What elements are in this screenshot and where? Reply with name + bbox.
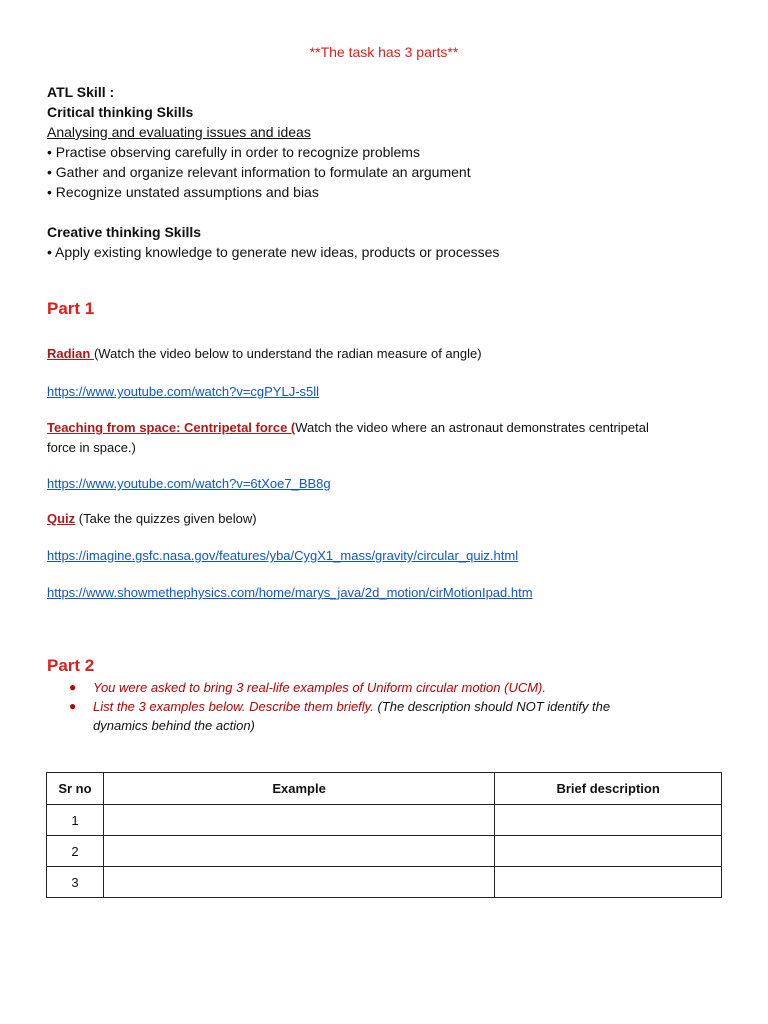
col-header-brief-description: Brief description (495, 773, 722, 805)
atl-skills-section (47, 82, 499, 262)
quiz-line (47, 509, 257, 529)
radian-video-link[interactable]: https://www.youtube.com/watch?v=cgPYLJ-s5ll (47, 384, 320, 399)
table-header-row (47, 773, 722, 805)
quiz-link-1-line (47, 545, 518, 566)
description-cell[interactable] (495, 805, 722, 836)
critical-bullet: • Practise observing carefully in order to recognize problems (47, 144, 420, 160)
part2-bullet-2 (47, 697, 727, 735)
table-row (47, 805, 722, 836)
atl-title: ATL Skill : (47, 84, 115, 100)
example-cell[interactable] (103, 836, 494, 867)
creative-thinking-title: Creative thinking Skills (47, 224, 202, 240)
quiz-link-2-line (47, 582, 533, 603)
radian-desc: (Watch the video below to understand the radian measure of angle) (93, 346, 482, 361)
radian-label[interactable]: Radian (47, 346, 94, 361)
creative-bullet: • Apply existing knowledge to generate new ideas, products or processes (47, 244, 500, 260)
bullet-dot: ● (69, 680, 77, 694)
quiz-link-2[interactable]: https://www.showmethephysics.com/home/marys_java/2d_motion/cirMotionIpad.htm (47, 585, 533, 600)
col-header-sr-no: Sr no (47, 773, 104, 805)
space-desc-cont: force in space.) (47, 440, 136, 455)
critical-bullet: • Recognize unstated assumptions and bias (47, 184, 319, 200)
space-desc: Watch the video where an astronaut demonstrates centripetal (295, 420, 649, 435)
example-cell[interactable] (103, 805, 494, 836)
row-number: 3 (47, 867, 104, 898)
examples-table (46, 772, 722, 898)
part2-instructions (47, 678, 727, 735)
table-row (47, 836, 722, 867)
space-line (47, 418, 727, 458)
row-number: 1 (47, 805, 104, 836)
space-video-link[interactable]: https://www.youtube.com/watch?v=6tXoe7_BB8g (47, 476, 331, 491)
part2-bullet-2-cont: dynamics behind the action) (93, 718, 255, 733)
quiz-desc: (Take the quizzes given below) (75, 511, 257, 526)
part2-bullet-2-red: List the 3 examples below. Describe them briefly. (93, 699, 374, 714)
description-cell[interactable] (495, 836, 722, 867)
bullet-dot: ● (69, 699, 77, 713)
part1-heading: Part 1 (47, 299, 95, 318)
part2-bullet-1 (47, 678, 727, 697)
critical-thinking-title: Critical thinking Skills (47, 104, 194, 120)
quiz-link-1[interactable]: https://imagine.gsfc.nasa.gov/features/yba/CygX1_mass/gravity/circular_quiz.html (47, 548, 519, 563)
critical-subhead: Analysing and evaluating issues and ideas (47, 124, 311, 140)
part2-bullet-2-black: (The description should NOT identify the (373, 699, 611, 714)
description-cell[interactable] (495, 867, 722, 898)
space-link-line (47, 473, 331, 494)
radian-line (47, 344, 482, 364)
col-header-example: Example (103, 773, 494, 805)
radian-link-line (47, 381, 319, 402)
part2-heading: Part 2 (47, 656, 95, 675)
row-number: 2 (47, 836, 104, 867)
quiz-label[interactable]: Quiz (47, 511, 76, 526)
space-label[interactable]: Teaching from space: Centripetal force ( (47, 420, 296, 435)
critical-bullet: • Gather and organize relevant information to formulate an argument (47, 164, 471, 180)
part2-bullet-1-text: You were asked to bring 3 real-life examples of Uniform circular motion (UCM). (93, 680, 547, 695)
task-parts-note: **The task has 3 parts** (309, 44, 459, 60)
table-row (47, 867, 722, 898)
example-cell[interactable] (103, 867, 494, 898)
